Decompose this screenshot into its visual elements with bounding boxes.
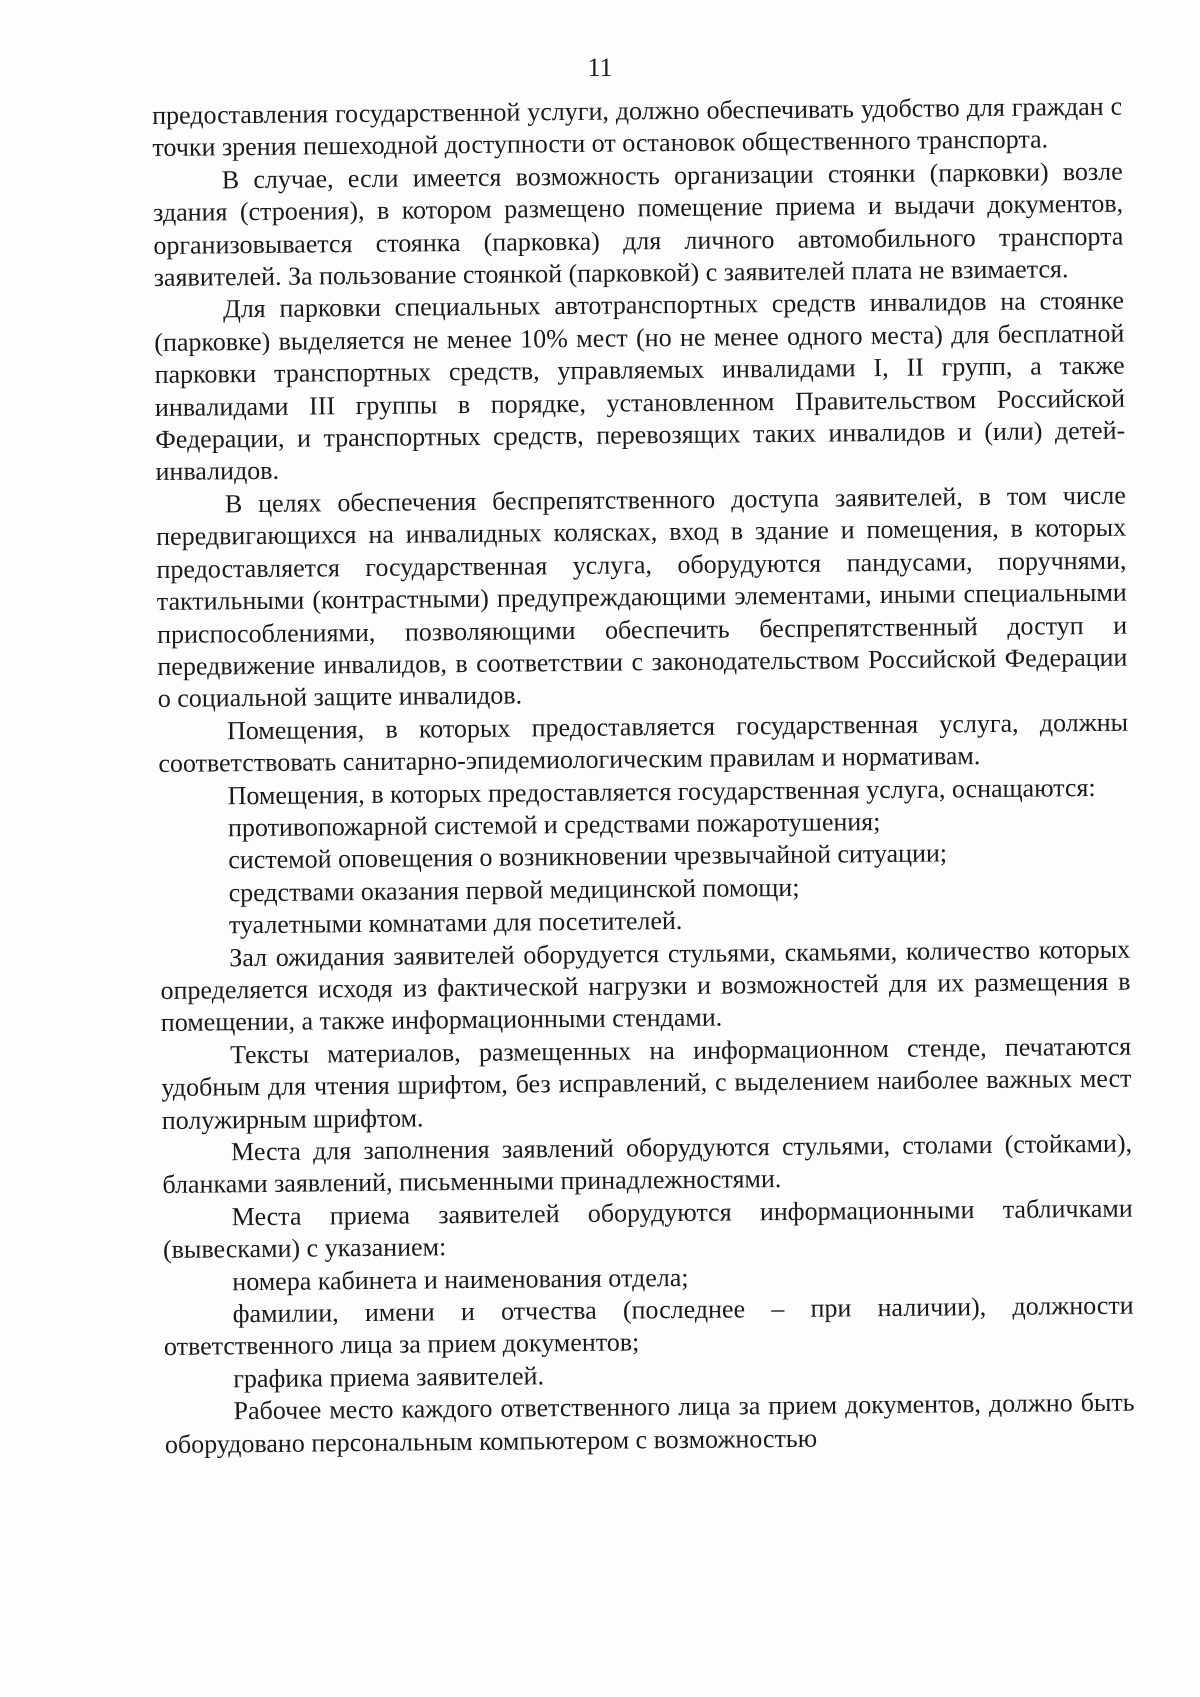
paragraph: Помещения, в которых предоставляется государственная услуга, оснащаются:	[227, 772, 1096, 810]
document-body	[152, 91, 1135, 1461]
paragraph: фамилии, имени и отчества (последнее – при наличии), должности ответственного лица за прием документов;	[163, 1290, 1134, 1362]
paragraph: Помещения, в которых предоставляется государственная услуга, должны соответствовать санитарно-эпидемиологическим правилам и нормативам.	[158, 707, 1129, 779]
list-item: туалетными комнатами для посетителей.	[228, 906, 683, 940]
paragraph: Тексты материалов, размещенных на информационном стенде, печатаются удобным для чтения шрифтом, без исправлений, с выделением наиболее важных мест полужирным шрифтом.	[161, 1031, 1132, 1135]
paragraph: Зал ожидания заявителей оборудуется стульями, скамьями, количество которых определяется исходя из фактической нагрузки и возможностей для их размещения в помещении, а также информационными стендами.	[160, 934, 1131, 1038]
paragraph: Места приема заявителей оборудуются информационными табличками (вывесками) с указанием:	[162, 1193, 1133, 1265]
paragraph: предоставления государственной услуги, должно обеспечивать удобство для граждан с точки зрения пешеходной доступности от остановок общественного транспорта.	[152, 91, 1123, 163]
list-item: номера кабинета и наименования отдела;	[232, 1262, 689, 1296]
paragraph: Для парковки специальных автотранспортных средств инвалидов на стоянке (парковке) выделяется не менее 10% мест (но не менее одного места) для бесплатной парковки транспортных средств, управляемых инвалидами I, II групп, а также инвалидами III группы в порядке, установленном Правительством Российской Федерации, и транспортных средств, перевозящих таких инвалидов и (или) детей-инвалидов.	[154, 286, 1126, 487]
paragraph: В целях обеспечения беспрепятственного доступа заявителей, в том числе передвигающихся на инвалидных колясках, вход в здание и помещения, в которых предоставляется государственная услуга, оборудуются пандусами, поручнями, тактильными (контрастными) предупреждающими элементами, иными специальными приспособлениями, позволяющими обеспечить беспрепятственный доступ и передвижение инвалидов, в соответствии с законодательством Российской Федерации о социальной защите инвалидов.	[156, 480, 1128, 714]
paragraph: В случае, если имеется возможность организации стоянки (парковки) возле здания (строения), в котором размещено помещение приема и выдачи документов, организовывается стоянка (парковка) для личного автомобильного транспорта заявителей. За пользование стоянкой (парковкой) с заявителей плата не взимается.	[152, 156, 1124, 293]
list-item: системой оповещения о возникновении чрезвычайной ситуации;	[228, 838, 948, 875]
paragraph: Места для заполнения заявлений оборудуются стульями, столами (стойками), бланками заявлений, письменными принадлежностями.	[162, 1128, 1133, 1200]
list-item: графика приема заявителей.	[233, 1361, 545, 1394]
list-item: противопожарной системой и средствами пожаротушения;	[227, 806, 881, 843]
paragraph: Рабочее место каждого ответственного лица за прием документов, должно быть оборудовано персональным компьютером с возможностью	[164, 1387, 1135, 1459]
list-item: средствами оказания первой медицинской помощи;	[228, 872, 800, 908]
page-number: 11	[587, 53, 613, 82]
